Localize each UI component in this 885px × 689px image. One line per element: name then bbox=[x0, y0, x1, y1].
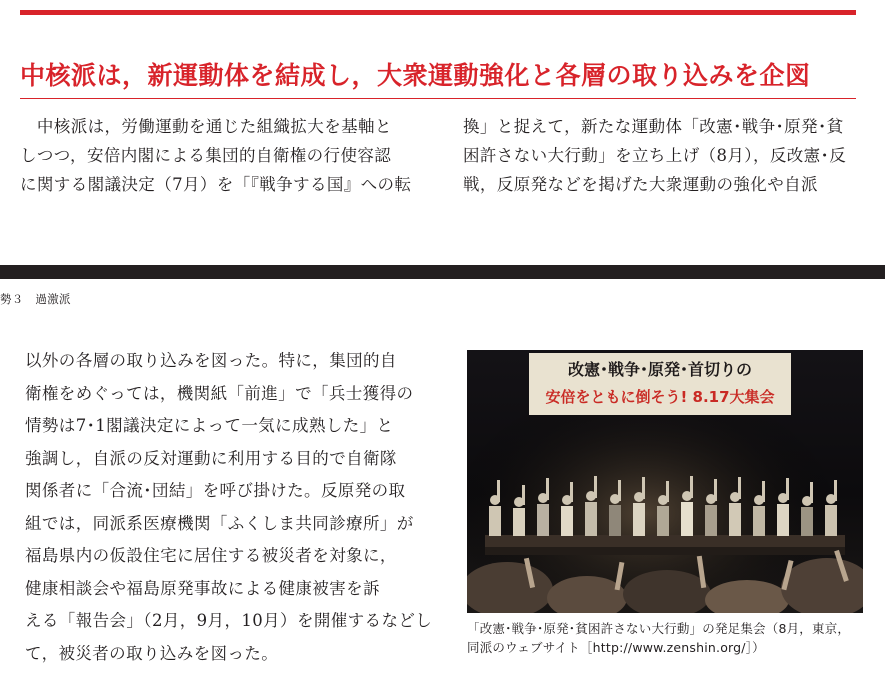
text-line: 衛権をめぐっては，機関紙「前進」で「兵士獲得の bbox=[25, 383, 414, 403]
rally-photo bbox=[467, 350, 863, 613]
text-line: しつつ，安倍内閣による集団的自衛権の行使容認 bbox=[20, 146, 392, 165]
text-line: 健康相談会や福島原発事故による健康被害を訴 bbox=[25, 578, 380, 598]
text-line: に関する閣議決定（7月）を「『戦争する国』への転 bbox=[20, 175, 412, 194]
text-line: 以外の各層の取り込みを図った。特に，集団的自 bbox=[25, 351, 397, 370]
banner-text-line1: 改憲･戦争･原発･首切りの bbox=[567, 360, 753, 379]
right-column bbox=[463, 112, 863, 199]
page-break-band bbox=[0, 265, 885, 279]
text-line: て，被災者の取り込みを図った。 bbox=[25, 643, 279, 663]
running-head: 勢３ 過激派 bbox=[0, 292, 71, 306]
continued-body bbox=[25, 345, 445, 670]
text-line: 換」と捉えて，新たな運動体「改憲･戦争･原発･貧 bbox=[463, 117, 844, 136]
text-line: 強調し，自派の反対運動に利用する目的で自衛隊 bbox=[25, 448, 397, 468]
text-line: 関係者に「合流･団結」を呼び掛けた。反原発の取 bbox=[25, 481, 406, 500]
article-headline: 中核派は，新運動体を結成し，大衆運動強化と各層の取り込みを企図 bbox=[20, 61, 811, 90]
photo-caption bbox=[467, 619, 877, 657]
headline-rule bbox=[20, 98, 856, 99]
banner-text-line2: 安倍をともに倒そう! 8.17大集会 bbox=[545, 388, 775, 406]
top-red-rule bbox=[20, 10, 856, 15]
text-line: 中核派は，労働運動を通じた組織拡大を基軸と bbox=[20, 117, 392, 136]
text-line: 福島県内の仮設住宅に居住する被災者を対象に， bbox=[25, 546, 397, 565]
text-line: 戦，反原発などを掲げた大衆運動の強化や自派 bbox=[463, 175, 818, 194]
stage-banner bbox=[529, 353, 791, 415]
text-line: 困許さない大行動」を立ち上げ（8月），反改憲･反 bbox=[463, 146, 847, 165]
text-line: える「報告会」（2月，9月，10月）を開催するなどし bbox=[25, 611, 433, 630]
text-line: 情勢は7･1閣議決定によって一気に成熟した」と bbox=[25, 416, 394, 435]
text-line: 組では，同派系医療機関「ふくしま共同診療所」が bbox=[25, 513, 414, 533]
caption-line: 同派のウェブサイト［http://www.zenshin.org/］） bbox=[467, 640, 765, 655]
caption-line: 「改憲･戦争･原発･貧困許さない大行動」の発足集会（8月，東京， bbox=[467, 621, 851, 636]
left-column bbox=[20, 112, 430, 199]
